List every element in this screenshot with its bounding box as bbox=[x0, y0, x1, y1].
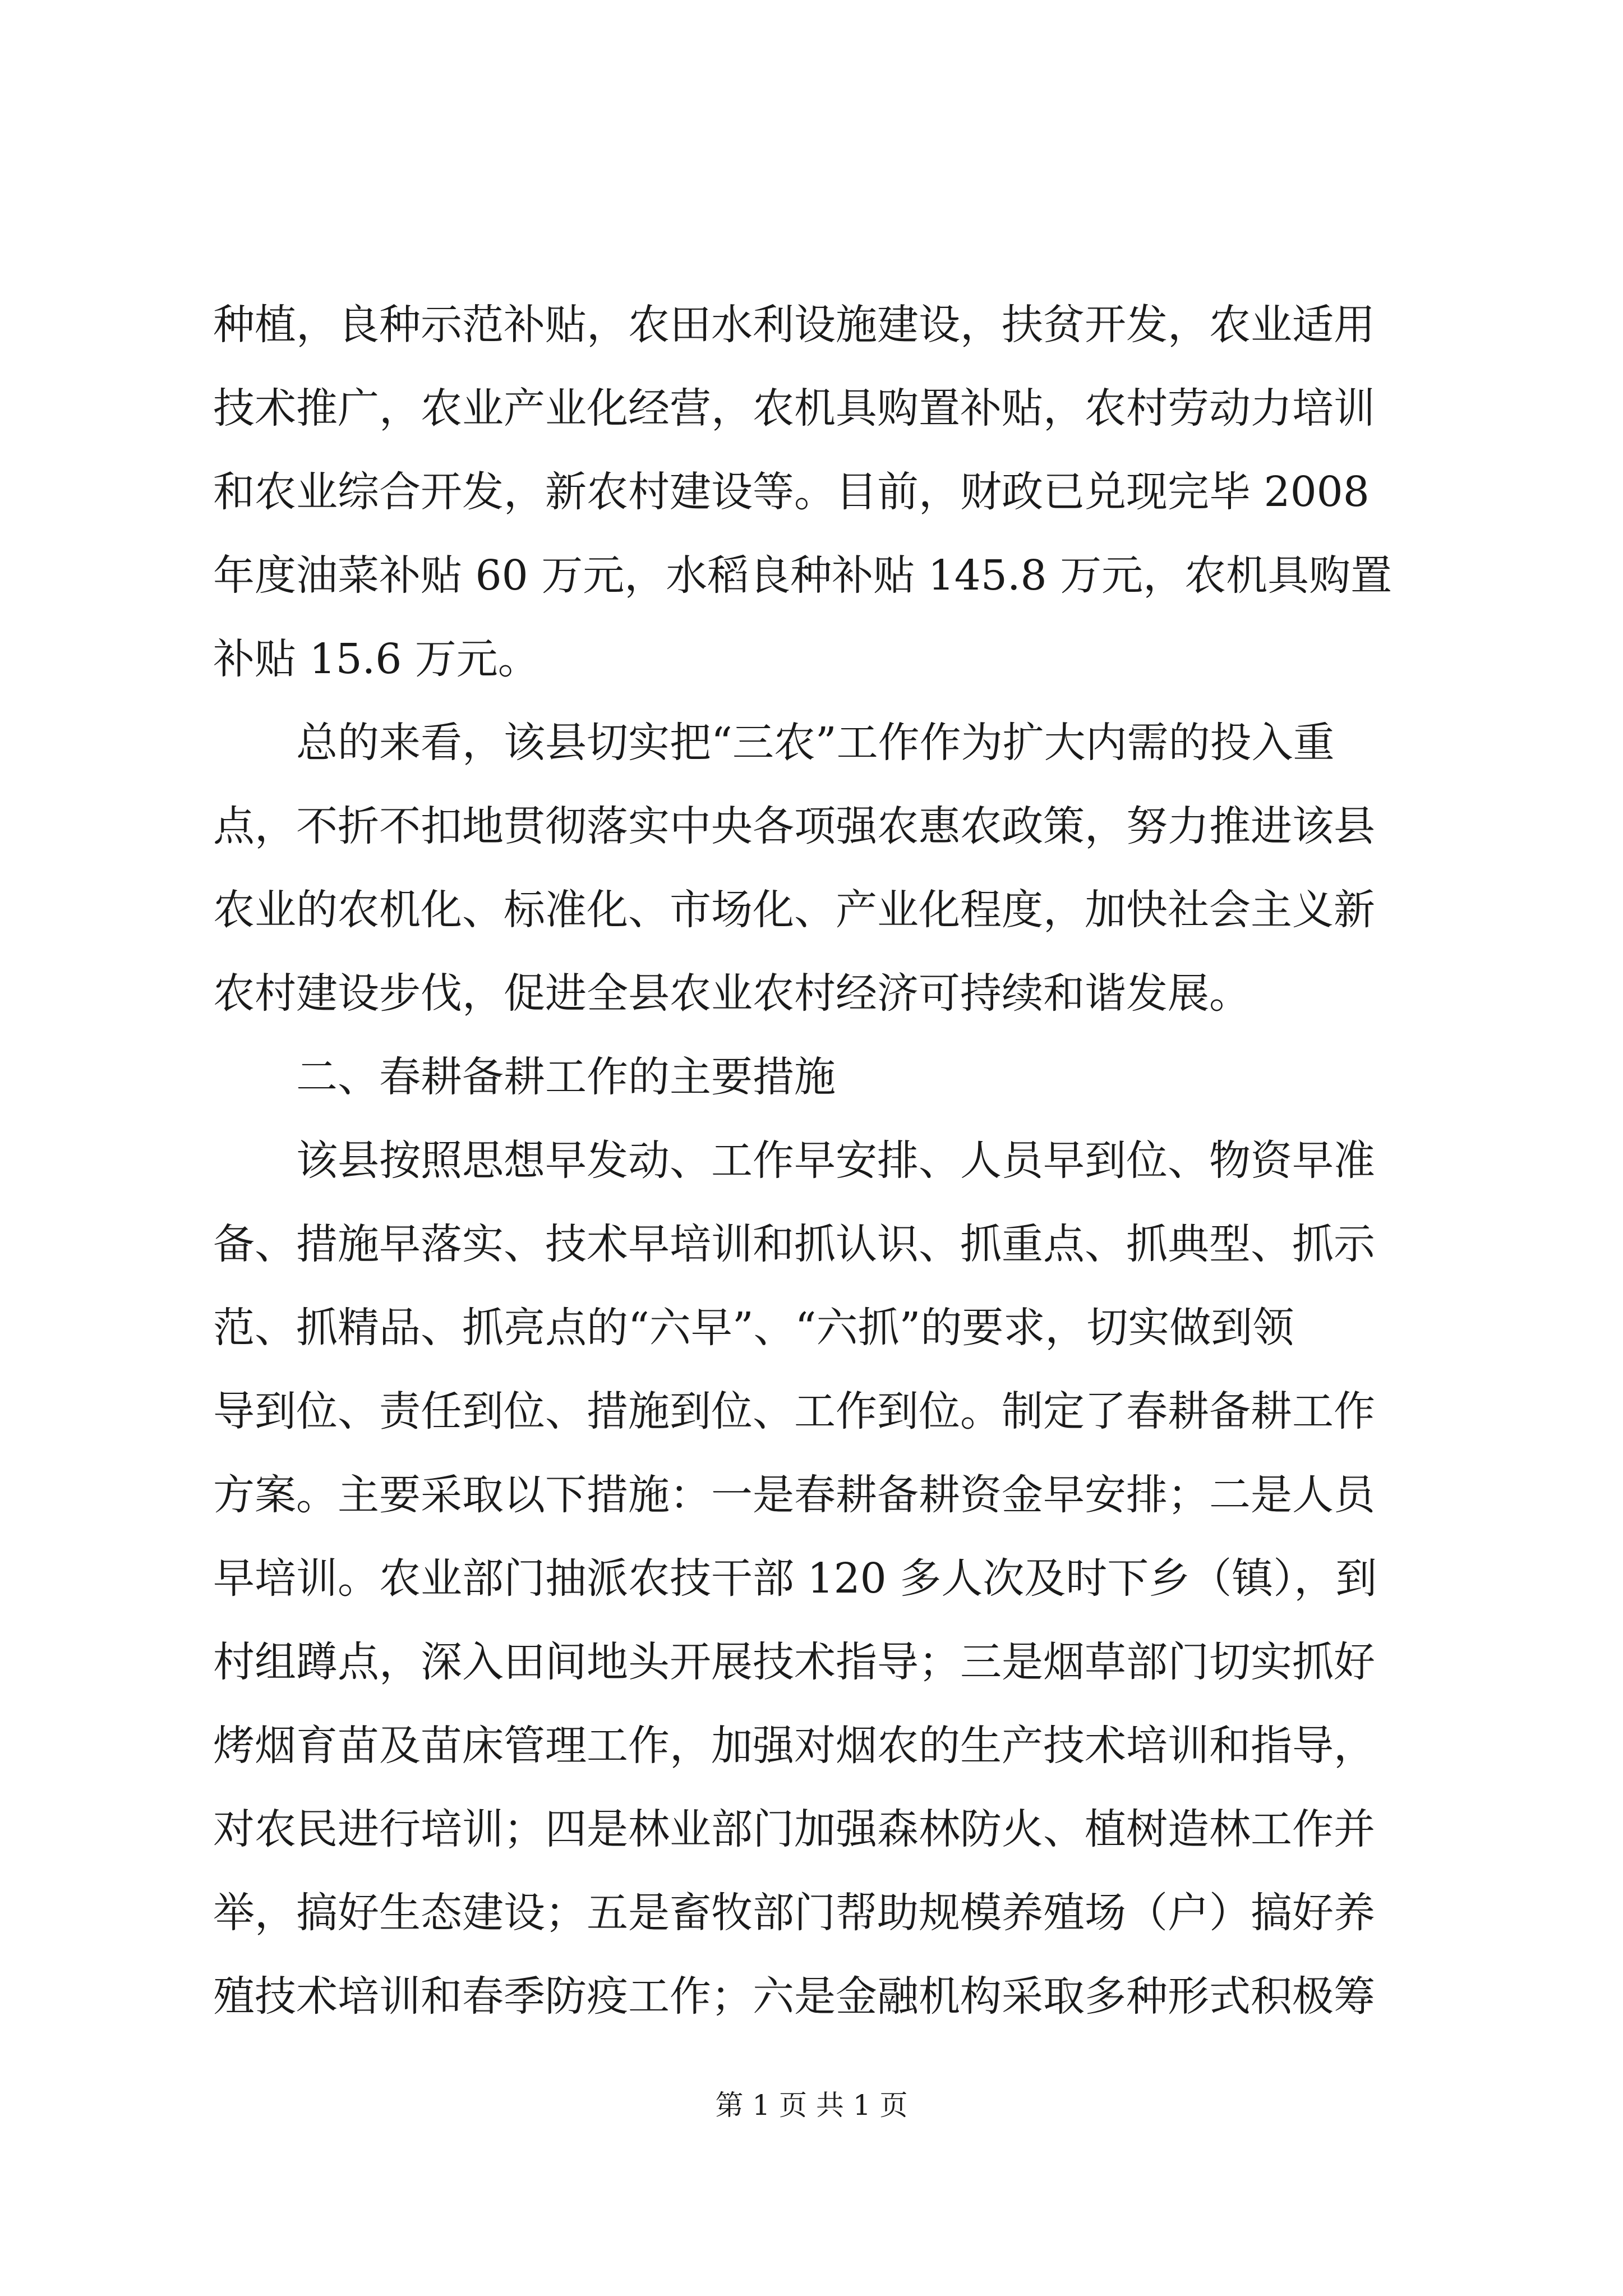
text-line: 农村建设步伐，促进全县农业农村经济可持续和谐发展。 bbox=[213, 969, 1251, 1018]
text-line: 总的来看，该县切实把“三农”工作作为扩大内需的投入重 bbox=[213, 719, 1335, 767]
text-line: 种植，良种示范补贴，农田水利设施建设，扶贫开发，农业适用 bbox=[213, 301, 1375, 349]
body-text bbox=[213, 283, 1419, 2039]
text-line: 技术推广，农业产业化经营，农机具购置补贴，农村劳动力培训 bbox=[213, 384, 1375, 432]
text-line: 补贴 15.6 万元。 bbox=[213, 635, 540, 683]
text-line: 举，搞好生态建设；五是畜牧部门帮助规模养殖场（户）搞好养 bbox=[213, 1889, 1375, 1937]
text-line: 备、措施早落实、技术早培训和抓认识、抓重点、抓典型、抓示 bbox=[213, 1220, 1375, 1268]
text-line: 村组蹲点，深入田间地头开展技术指导；三是烟草部门切实抓好 bbox=[213, 1638, 1375, 1686]
text-line: 早培训。农业部门抽派农技干部 120 多人次及时下乡（镇），到 bbox=[213, 1554, 1377, 1603]
text-line: 殖技术培训和春季防疫工作；六是金融机构采取多种形式积极筹 bbox=[213, 1972, 1375, 2021]
text-line: 导到位、责任到位、措施到位、工作到位。制定了春耕备耕工作 bbox=[213, 1387, 1375, 1435]
text-line: 方案。主要采取以下措施：一是春耕备耕资金早安排；二是人员 bbox=[213, 1471, 1375, 1519]
text-line: 对农民进行培训；四是林业部门加强森林防火、植树造林工作并 bbox=[213, 1805, 1375, 1853]
text-line: 该县按照思想早发动、工作早安排、人员早到位、物资早准 bbox=[213, 1137, 1375, 1185]
text-line: 点，不折不扣地贯彻落实中央各项强农惠农政策，努力推进该县 bbox=[213, 802, 1375, 850]
text-line: 和农业综合开发，新农村建设等。目前，财政已兑现完毕 2008 bbox=[213, 468, 1370, 516]
text-line: 农业的农机化、标准化、市场化、产业化程度，加快社会主义新 bbox=[213, 886, 1375, 934]
page-footer: 第 1 页 共 1 页 bbox=[715, 2089, 908, 2122]
text-line: 范、抓精品、抓亮点的“六早”、“六抓”的要求，切实做到领 bbox=[213, 1304, 1294, 1352]
text-line: 烤烟育苗及苗床管理工作，加强对烟农的生产技术培训和指导， bbox=[213, 1722, 1375, 1770]
text-line: 年度油菜补贴 60 万元，水稻良种补贴 145.8 万元，农机具购置 bbox=[213, 551, 1393, 600]
section-heading: 二、春耕备耕工作的主要措施 bbox=[213, 1053, 836, 1101]
